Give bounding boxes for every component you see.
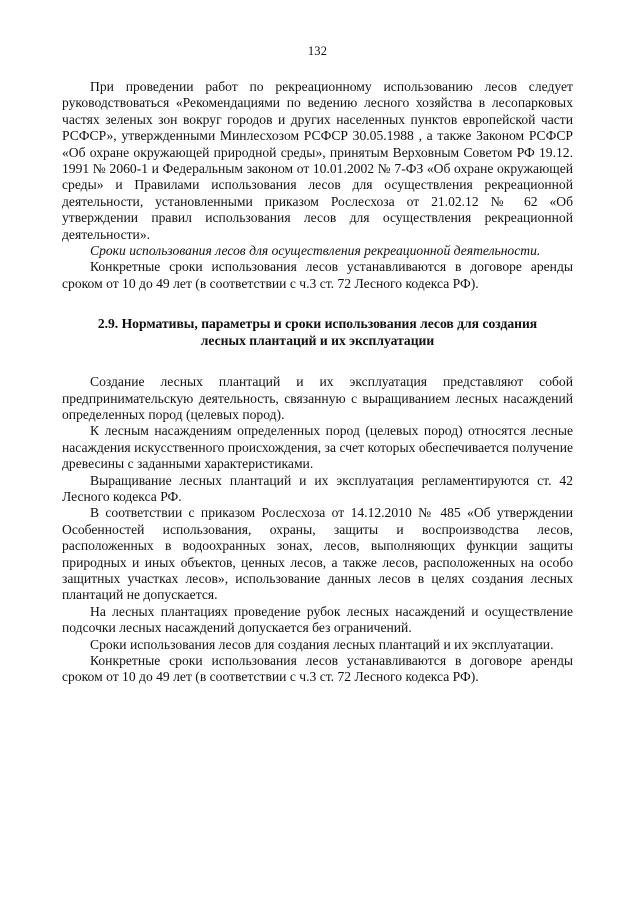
paragraph-plantation-terms-title: Сроки использования лесов для создания лесных плантаций и их эксплуатации. xyxy=(90,636,554,652)
page-number: 132 xyxy=(307,44,328,58)
paragraph-recreation-terms-title: Сроки использования лесов для осуществления рекреационной деятельности. xyxy=(90,243,541,259)
paragraph-order-485: В соответствии с приказом Рослесхоза от 14.12.2010 № 485 «Об утверждении Особенностей использования, охраны, защиты и воспроизводства лесов, расположенных в водоохранных зонах, лесов, выполняющих функции защиты природных и иных объектов, ценных лесов, а также лесов, расположенных на особо защитных участках лесов», использование данных лесов в целях создания лесных плантаций не допускается. xyxy=(62,505,573,603)
paragraph-plantation-definition: Создание лесных плантаций и их эксплуатация представляют собой предпринимательскую деятельность, связанную с выращиванием лесных насаждений определенных пород (целевых пород). xyxy=(62,374,573,422)
paragraph-recreation-guidelines: При проведении работ по рекреационному использованию лесов следует руководствоваться «Рекомендациями по ведению лесного хозяйства в лесопарковых частях зеленых зон вокруг городов и других населенных пунктов европейской части РСФСР», утвержденными Минлесхозом РСФСР 30.05.1988 , а также Законом РСФСР «Об охране окружающей природной среды», принятым Верховным Советом РФ 19.12. 1991 № 2060-1 и Федеральным законом от 10.01.2002 № 7-ФЗ «Об охране окружающей среды» и Правилами использования лесов для осуществления рекреационной деятельности, установленными приказом Рослесхоза от 21.02.12 № 62 «Об утверждении правил использования лесов для осуществления рекреационной деятельности». xyxy=(62,79,573,242)
plantation-section xyxy=(62,374,573,686)
section-heading-line-1: 2.9. Нормативы, параметры и сроки использования лесов для создания xyxy=(97,316,538,332)
recreation-block xyxy=(62,79,573,292)
section-heading xyxy=(62,316,573,349)
paragraph-plantation-terms: Конкретные сроки использования лесов устанавливаются в договоре аренды сроком от 10 до 49 лет (в соответствии с ч.3 ст. 72 Лесного кодекса РФ). xyxy=(62,653,573,685)
paragraph-recreation-terms: Конкретные сроки использования лесов устанавливаются в договоре аренды сроком от 10 до 49 лет (в соответствии с ч.3 ст. 72 Лесного кодекса РФ). xyxy=(62,259,573,291)
paragraph-felling-tapping: На лесных плантациях проведение рубок лесных насаждений и осуществление подсочки лесных насаждений допускается без ограничений. xyxy=(62,603,573,636)
section-heading-line-2: лесных плантаций и их эксплуатации xyxy=(200,332,435,348)
paragraph-regulation: Выращивание лесных плантаций и их эксплуатация регламентируются ст. 42 Лесного кодекса РФ. xyxy=(62,472,573,504)
paragraph-target-species: К лесным насаждениям определенных пород (целевых пород) относятся лесные насаждения искусственного происхождения, за счет которых обеспечивается получение древесины с заданными характеристиками. xyxy=(62,423,573,472)
